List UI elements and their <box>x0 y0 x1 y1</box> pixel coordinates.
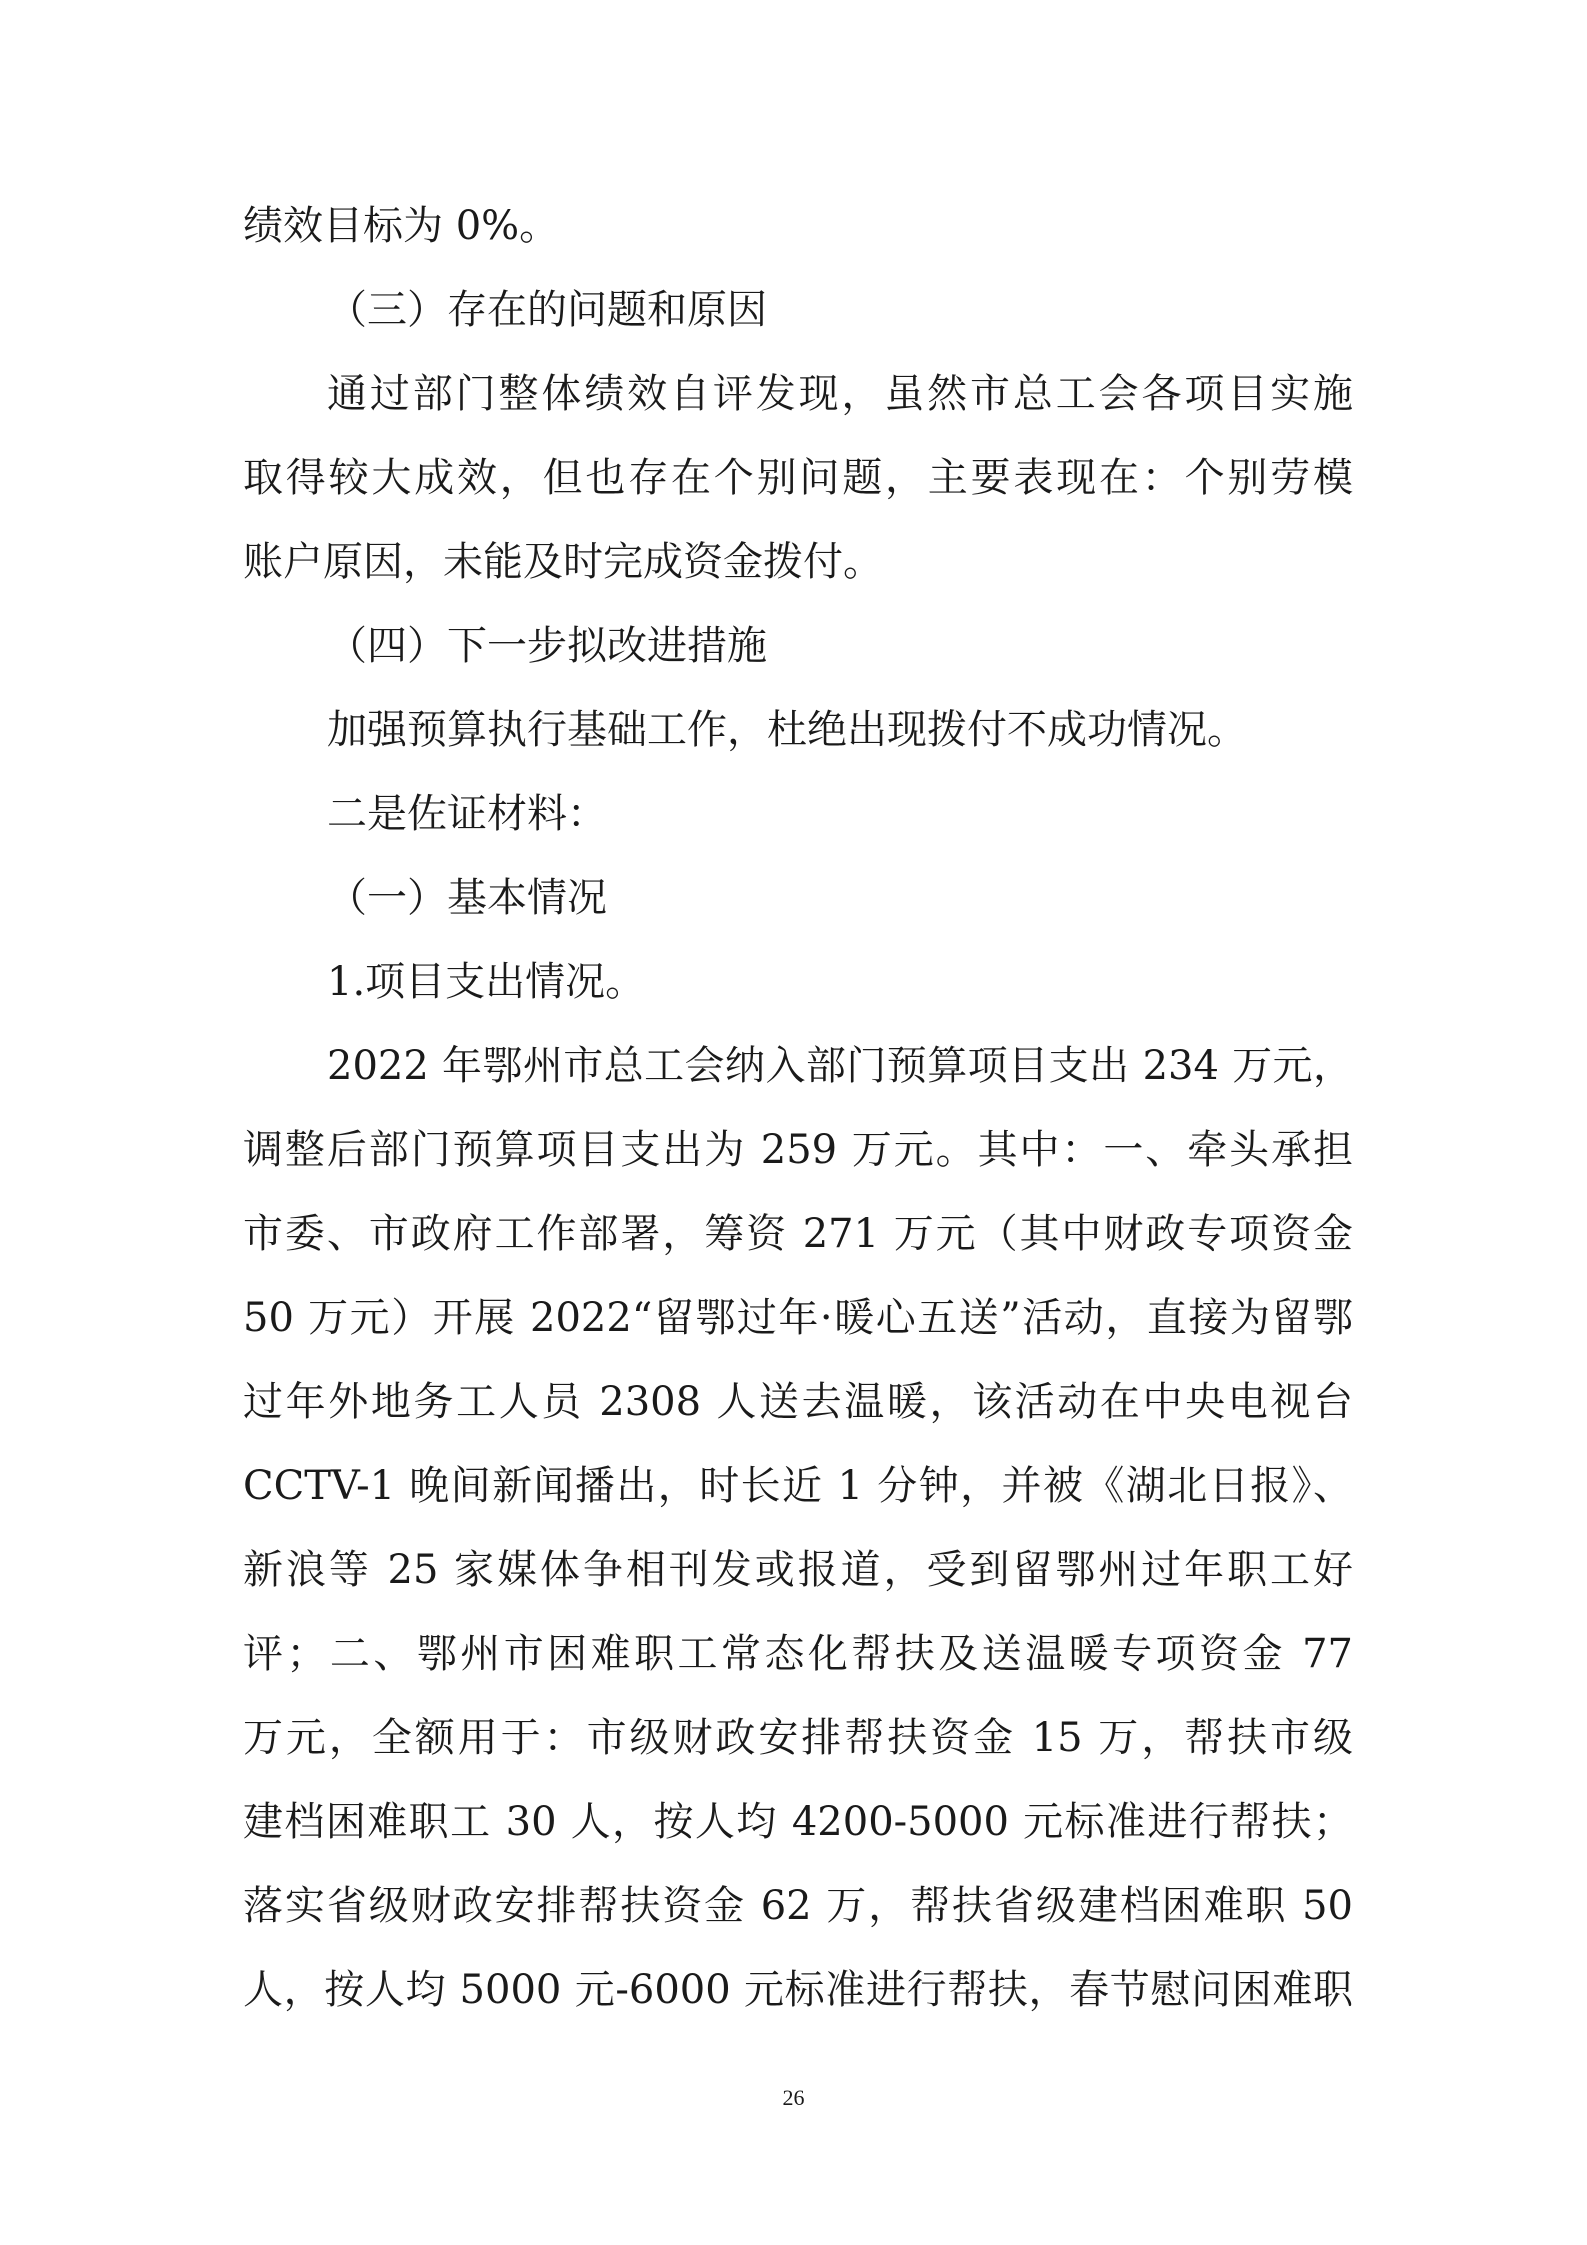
subsection-heading-project-expenditure: 1.项目支出情况。 <box>327 959 646 1005</box>
page-number: 26 <box>782 2085 805 2110</box>
section-heading-basic-info: （一）基本情况 <box>327 875 607 921</box>
paragraph-line: 过年外地务工人员 2308 人送去温暖，该活动在中央电视台 <box>243 1379 1353 1425</box>
paragraph-line: CCTV-1 晚间新闻播出，时长近 1 分钟，并被《湖北日报》、 <box>243 1463 1353 1509</box>
paragraph-line: 落实省级财政安排帮扶资金 62 万，帮扶省级建档困难职 50 <box>243 1883 1353 1929</box>
paragraph-line: 通过部门整体绩效自评发现，虽然市总工会各项目实施 <box>327 371 1353 417</box>
paragraph-line: 50 万元）开展 2022“留鄂过年·暖心五送”活动，直接为留鄂 <box>243 1295 1353 1341</box>
paragraph-line: 万元，全额用于：市级财政安排帮扶资金 15 万，帮扶市级 <box>243 1715 1353 1761</box>
paragraph-line: 建档困难职工 30 人，按人均 4200-5000 元标准进行帮扶； <box>243 1799 1353 1845</box>
paragraph-line: 2022 年鄂州市总工会纳入部门预算项目支出 234 万元， <box>327 1043 1353 1089</box>
body-text <box>243 184 1353 2032</box>
paragraph-line: 账户原因，未能及时完成资金拨付。 <box>243 539 883 585</box>
paragraph-line: 取得较大成效，但也存在个别问题，主要表现在：个别劳模 <box>243 455 1353 501</box>
paragraph-line: 加强预算执行基础工作，杜绝出现拨付不成功情况。 <box>327 707 1247 753</box>
paragraph-line: 评；二、鄂州市困难职工常态化帮扶及送温暖专项资金 77 <box>243 1631 1353 1677</box>
paragraph-line: 市委、市政府工作部署，筹资 271 万元（其中财政专项资金 <box>243 1211 1353 1257</box>
text-line-continuation: 绩效目标为 0%。 <box>243 203 560 249</box>
section-heading-evidence: 二是佐证材料： <box>327 791 607 837</box>
paragraph-line: 调整后部门预算项目支出为 259 万元。其中：一、牵头承担 <box>243 1127 1353 1173</box>
section-heading-next-steps: （四）下一步拟改进措施 <box>327 623 767 669</box>
paragraph-line: 人，按人均 5000 元-6000 元标准进行帮扶，春节慰问困难职 <box>243 1967 1353 2013</box>
section-heading-problems: （三）存在的问题和原因 <box>327 287 767 333</box>
paragraph-line: 新浪等 25 家媒体争相刊发或报道，受到留鄂州过年职工好 <box>243 1547 1353 1593</box>
